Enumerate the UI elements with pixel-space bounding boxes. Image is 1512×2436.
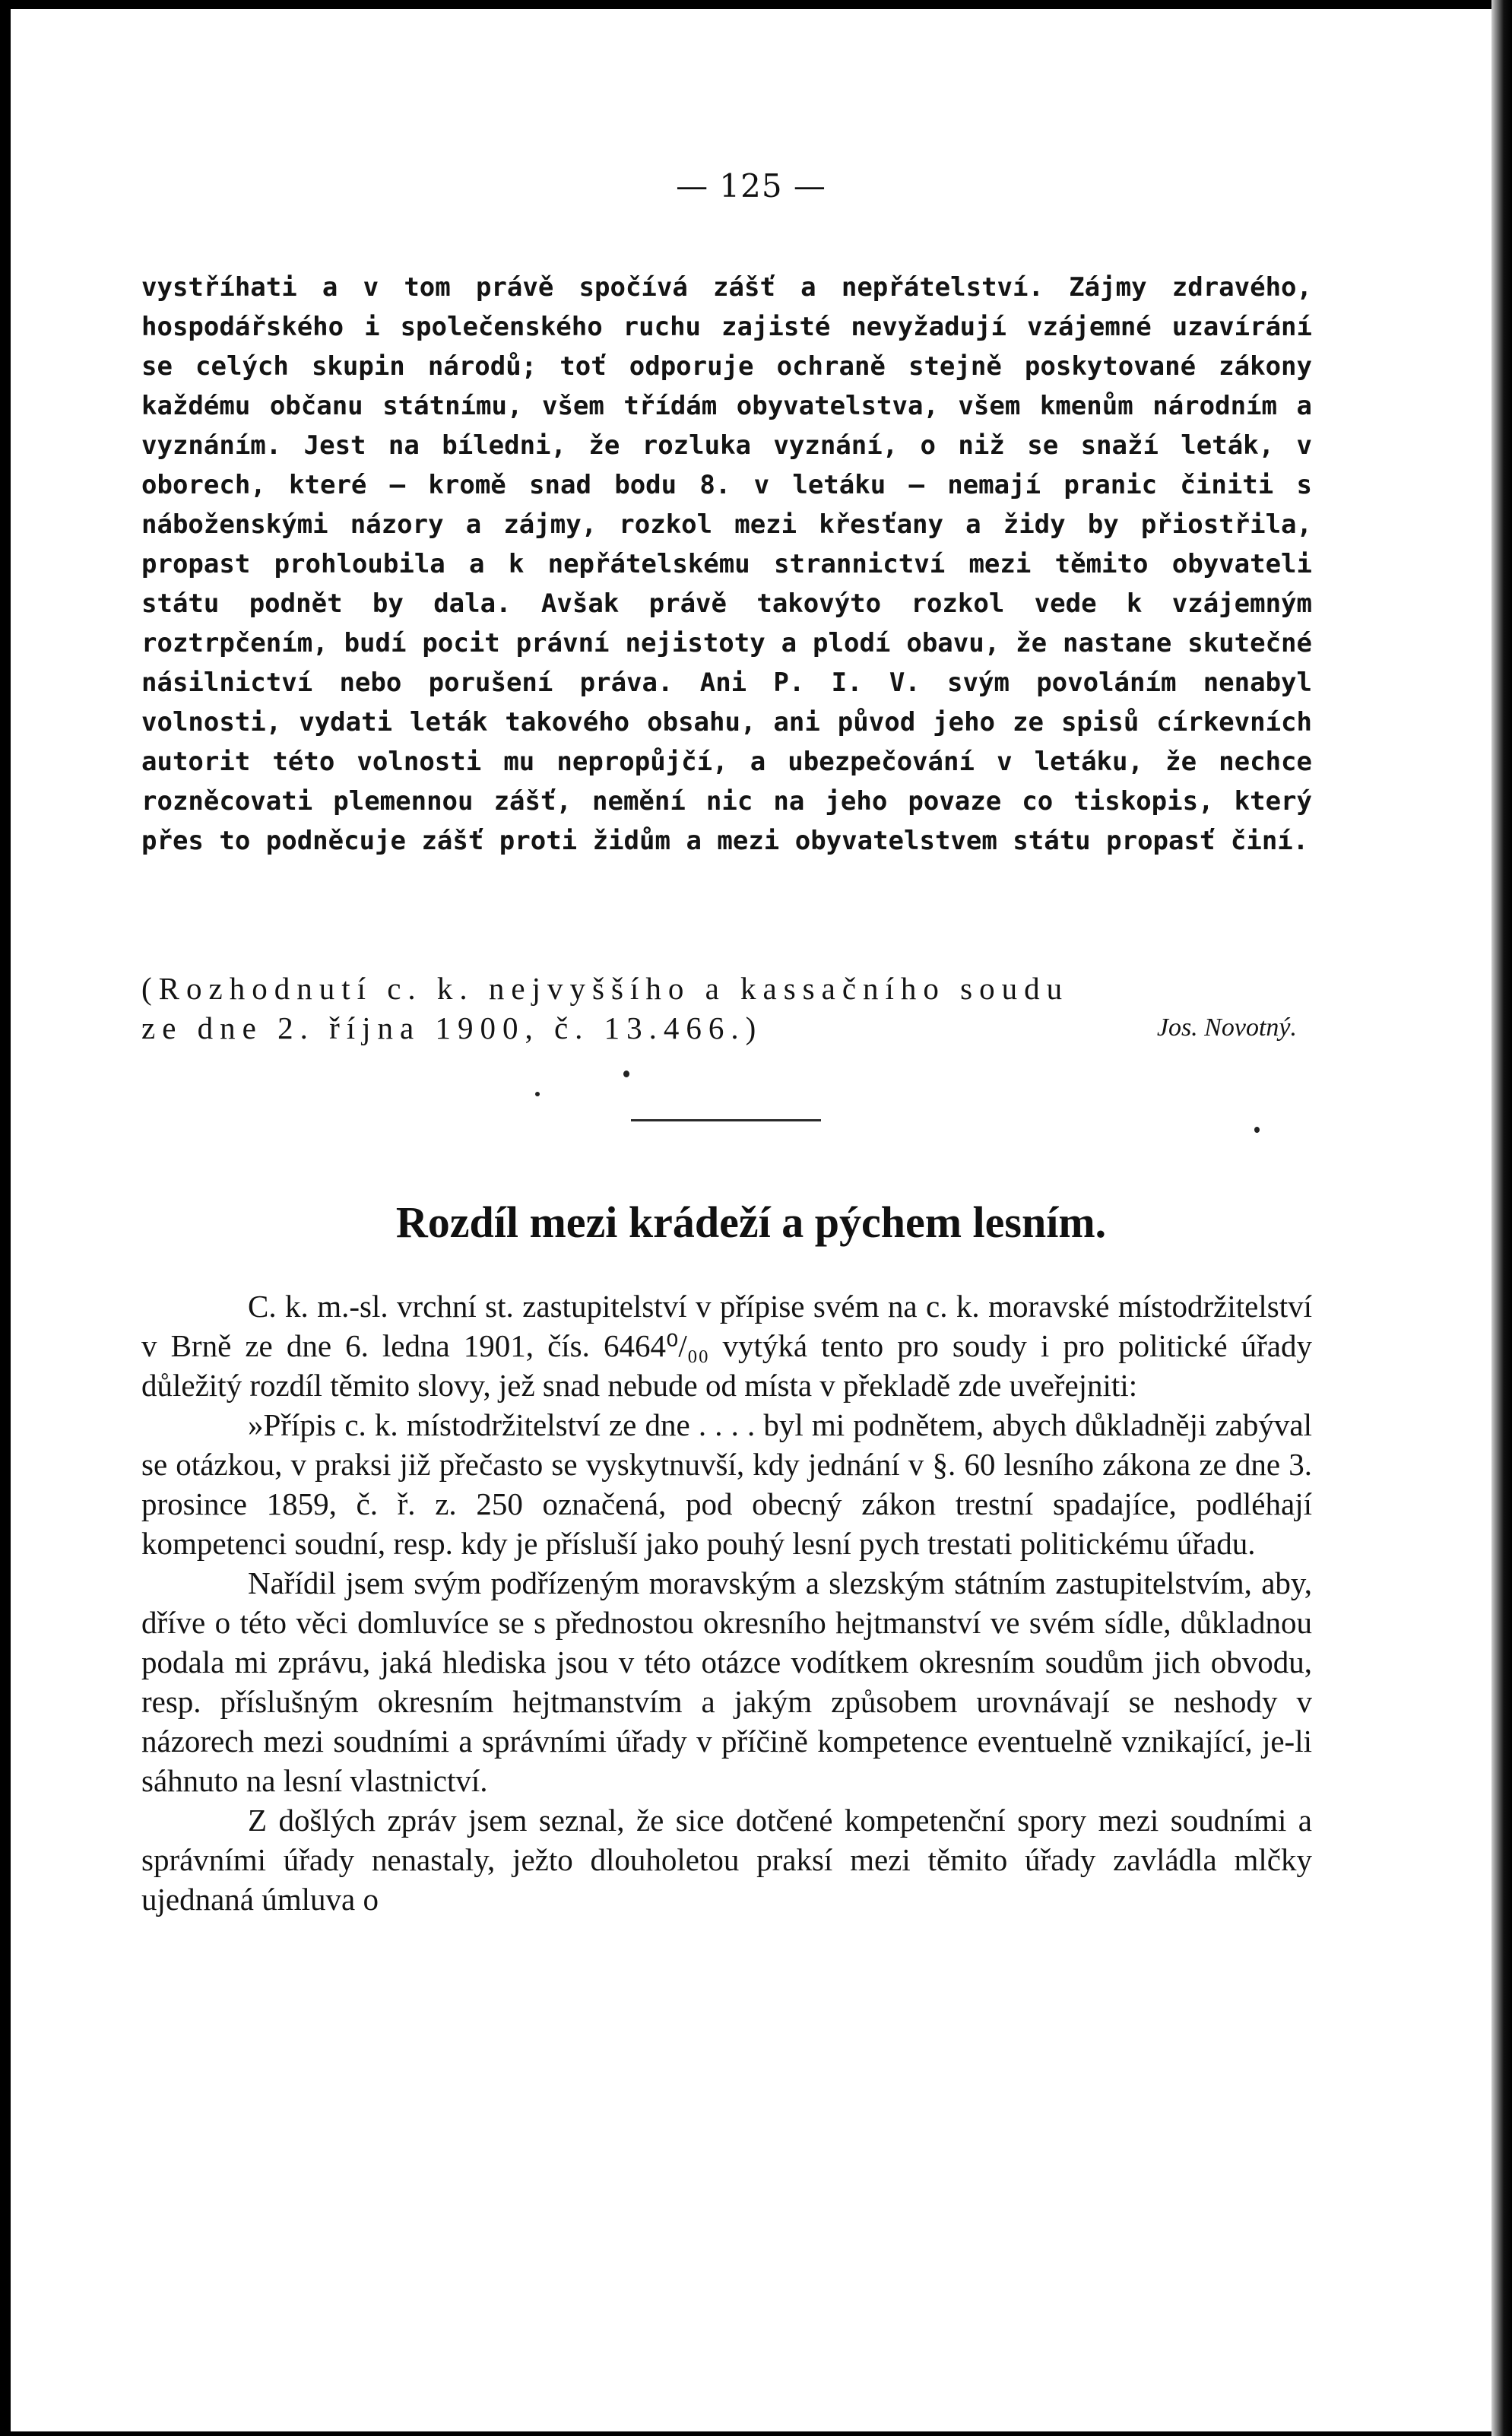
section-divider: [631, 1119, 821, 1121]
citation-line-1: (Rozhodnutí c. k. nejvyššího a kassačního soudu: [141, 971, 1070, 1006]
ink-speck: [623, 1071, 629, 1077]
article-body-1: [141, 268, 1312, 861]
article-1-paragraph: vystříhati a v tom právě spočívá zášť a nepřátelství. Zájmy zdravého, hospodářského i společenského ruchu zajisté nevyžadují vzájemné uzavírání se celých skupin národů; toť odporuje ochraně stejně poskytované zákony každému občanu státnímu, všem třídám obyvatelstva, všem kmenům národním a vyznáním. Jest na bíledni, že rozluka vyznání, o niž se snaží leták, v oborech, které — kromě snad bodu 8. v letáku — nemají pranic činiti s náboženskými názory a zájmy, rozkol mezi křesťany a židy by přiostřila, propast prohloubila a k nepřátelskému strannictví mezi těmito obyvateli státu podnět by dala. Avšak právě takovýto rozkol vede k vzájemným roztrpčením, budí pocit právní nejistoty a plodí obavu, že nastane skutečné násilnictví nebo porušení práva. Ani P. I. V. svým povoláním nenabyl volnosti, vydati leták takového obsahu, ani původ jeho ze spisů církevních autorit této volnosti mu nepropůjčí, a ubezpečování v letáku, že nechce rozněcovati plemennou zášť, nemění nic na jeho povaze co tiskopis, který přes to podněcuje zášť proti židům a mezi obyvatelstvem státu propasť činí.: [141, 272, 1312, 856]
author-signature: Jos. Novotný.: [1156, 1013, 1297, 1042]
court-decision-citation: [141, 969, 1312, 1048]
ink-speck: [535, 1092, 540, 1096]
book-page: [11, 9, 1491, 2431]
ink-speck: [1254, 1127, 1260, 1133]
article-2-paragraph-4: Z došlých zpráv jsem seznal, že sice dotčené kompetenční spory mezi soudními a správními úřady nenastaly, ježto dlouholetou praksí mezi těmito úřady zavládla mlčky ujednaná úmluva o: [141, 1803, 1312, 1917]
article-2-paragraph-3: Nařídil jsem svým podřízeným moravským a slezským státním zastupitelstvím, aby, dříve o této věci domluvíce se s přednostou okresního hejtmanství ve svém sídle, důkladnou podala mi zprávu, jaká hlediska jsou v této otázce vodítkem okresním soudům jich obvodu, resp. příslušným okresním hejtmanstvím a jakým způsobem urovnávají se neshody v názorech mezi soudními a správními úřady v příčině kompetence eventuelně vznikající, je-li sáhnuto na lesní vlastnictví.: [141, 1565, 1312, 1798]
scan-edge: [1491, 0, 1512, 2436]
article-2-paragraph-2: »Přípis c. k. místodržitelství ze dne . . . . byl mi podnětem, abych důkladněji zabýval se otázkou, v praksi již přečasto se vyskytnuvší, kdy jednání v §. 60 lesního zákona ze dne 3. prosince 1859, č. ř. z. 250 označená, pod obecný zákon trestní spadajíce, podléhají kompetenci soudní, resp. kdy je přísluší jako pouhý lesní pych trestati politickému úřadu.: [141, 1407, 1312, 1561]
page-number: — 125 —: [676, 167, 826, 205]
citation-line-2: ze dne 2. října 1900, č. 13.466.): [141, 1010, 763, 1045]
article-2-title: Rozdíl mezi krádeží a pýchem lesním.: [395, 1197, 1107, 1247]
article-body-2: [141, 1286, 1312, 1919]
article-2-paragraph-1: C. k. m.-sl. vrchní st. zastupitelství v přípise svém na c. k. moravské místodržitelství v Brně ze dne 6. ledna 1901, čís. 6464⁰/₀₀ vytýká tento pro soudy i pro politické úřady důležitý rozdíl těmito slovy, jež snad nebude od místa v překladě zde uveřejniti:: [141, 1289, 1312, 1403]
